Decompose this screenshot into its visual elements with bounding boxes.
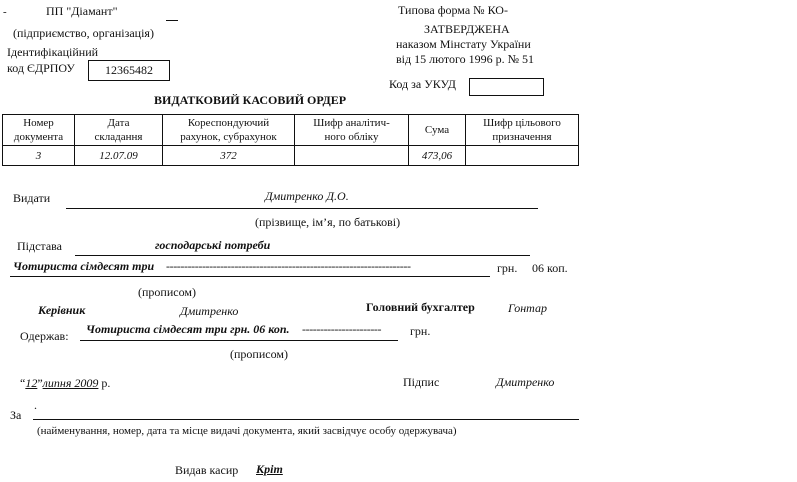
received-label: Одержав: [20, 329, 69, 343]
basis-label: Підстава [17, 239, 62, 253]
header-left-mark: - [3, 6, 7, 18]
table-header-account: Кореспондуючий рахунок, субрахунок [163, 115, 295, 146]
by-label: За [10, 408, 22, 422]
cashier-name: Кріт [256, 462, 283, 476]
cell-sum[interactable]: 473,06 [409, 146, 466, 166]
amount-currency: грн. [497, 261, 518, 275]
director-name: Дмитренко [180, 304, 239, 318]
approved-label: ЗАТВЕРДЖЕНА [424, 22, 510, 36]
id-label-line2: код ЄДРПОУ [7, 61, 75, 75]
cell-analytic-code[interactable] [295, 146, 409, 166]
amount-dashes: -------------------------------------------------------------------- [166, 259, 411, 273]
amount-kopecks: 06 коп. [532, 261, 568, 275]
by-mark: . [34, 398, 37, 412]
enterprise-underline [166, 20, 178, 21]
cashier-label: Видав касир [175, 463, 239, 477]
amount-words[interactable]: Чотириста сімдесят три [13, 259, 155, 273]
approved-by: наказом Мінстату України [396, 37, 531, 51]
cell-purpose-code[interactable] [466, 146, 579, 166]
cell-doc-number[interactable]: 3 [3, 146, 75, 166]
id-label-line1: Ідентифікаційний [7, 45, 99, 59]
amount-underline [10, 276, 490, 277]
cell-date[interactable]: 12.07.09 [75, 146, 163, 166]
signature-name: Дмитренко [496, 375, 555, 389]
table-header-analytic-code: Шифр аналітич- ного обліку [295, 115, 409, 146]
table-header-date: Дата складання [75, 115, 163, 146]
recipient-name[interactable]: Дмитренко Д.О. [265, 189, 349, 203]
basis-value[interactable]: господарські потреби [155, 238, 271, 252]
document-title: ВИДАТКОВИЙ КАСОВИЙ ОРДЕР [154, 93, 347, 107]
form-type: Типова форма № КО- [398, 3, 508, 17]
received-dashes: ---------------------- [302, 322, 382, 336]
recipient-underline [66, 208, 538, 209]
accountant-label: Головний бухгалтер [366, 300, 475, 314]
order-table [2, 114, 579, 166]
ukud-code-box[interactable] [469, 78, 544, 96]
issue-label: Видати [13, 191, 51, 205]
ukud-label: Код за УКУД [389, 77, 456, 91]
date-line: “12”липня 2009 р. [20, 376, 111, 390]
table-header-row [3, 115, 579, 146]
enterprise-name: ПП "Діамант" [46, 4, 118, 18]
date-day[interactable]: 12 [25, 376, 38, 390]
cell-account[interactable]: 372 [163, 146, 295, 166]
approved-date: від 15 лютого 1996 р. № 51 [396, 52, 535, 66]
director-label: Керівник [38, 303, 86, 317]
received-underline [80, 340, 398, 341]
accountant-name: Гонтар [508, 301, 547, 315]
received-currency: грн. [410, 324, 431, 338]
document-underline [33, 419, 579, 420]
enterprise-caption: (підприємство, організація) [13, 26, 154, 40]
basis-underline [75, 255, 530, 256]
table-row [3, 146, 579, 166]
table-header-purpose-code: Шифр цільового призначення [466, 115, 579, 146]
table-header-sum: Сума [409, 115, 466, 146]
edrpou-code-box[interactable]: 12365482 [88, 60, 170, 81]
document-caption: (найменування, номер, дата та місце видачі документа, який засвідчує особу одержувача) [37, 425, 457, 437]
signature-label: Підпис [403, 375, 440, 389]
date-month-year[interactable]: липня 2009 [42, 376, 99, 390]
table-header-doc-number: Номер документа [3, 115, 75, 146]
recipient-caption: (прізвище, ім’я, по батькові) [255, 215, 401, 229]
received-text[interactable]: Чотириста сімдесят три грн. 06 коп. [86, 322, 290, 336]
received-caption: (прописом) [230, 347, 288, 361]
amount-caption: (прописом) [138, 285, 196, 299]
